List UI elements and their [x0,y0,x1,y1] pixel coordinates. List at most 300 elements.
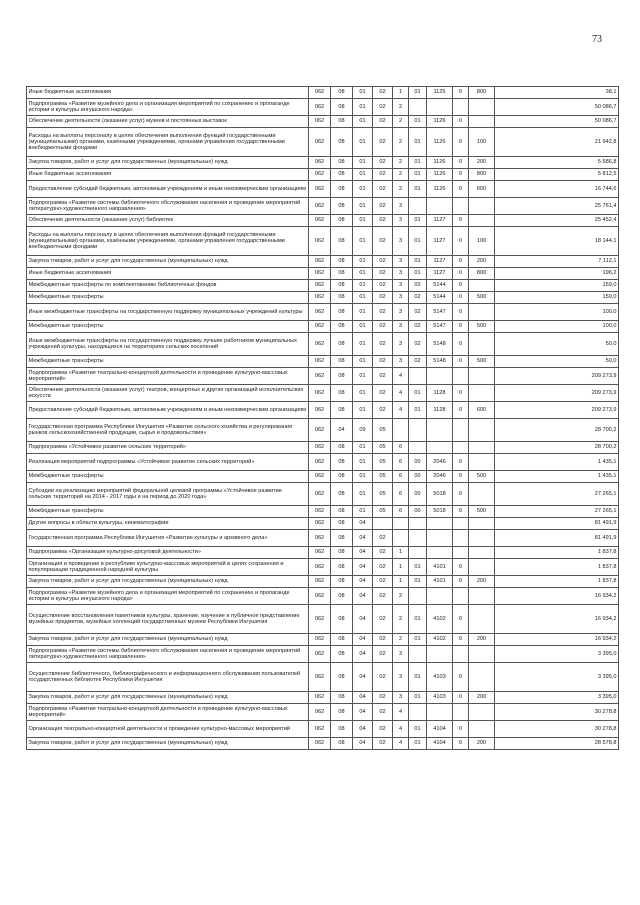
table-row [27,99,619,116]
table-row [27,169,619,181]
row-code: 1126 [427,181,453,198]
row-code: 500 [469,292,495,304]
row-code: 062 [309,157,331,169]
row-code: 02 [373,605,393,634]
row-name: Другие вопросы в области культуры, кинематографии [27,518,309,530]
row-code: 3 [393,646,409,663]
row-amount: 3 395,0 [495,663,619,692]
row-code [469,721,495,738]
row-name: Закупка товаров, работ и услуг для государственных (муниципальных) нужд [27,692,309,704]
row-code: 5148 [427,356,453,368]
row-code: 04 [353,721,373,738]
row-code: 1 [393,559,409,576]
row-code: 0 [453,215,469,227]
row-code: 5148 [427,333,453,356]
row-code: 6 [393,442,409,454]
table-row [27,646,619,663]
row-code: 0 [453,663,469,692]
table-row [27,442,619,454]
row-code: 2 [393,181,409,198]
row-code: 4 [393,721,409,738]
row-code: 062 [309,116,331,128]
row-code [409,530,427,547]
row-code: 0 [453,471,469,483]
budget-table-body [27,87,619,750]
row-code: 02 [373,738,393,750]
row-amount: 16 744,6 [495,181,619,198]
row-code: 500 [469,506,495,518]
row-code: 062 [309,454,331,471]
row-code [409,99,427,116]
row-amount: 7 112,1 [495,256,619,268]
row-code: 00 [409,506,427,518]
row-code: 09 [353,419,373,442]
row-code: 01 [353,506,373,518]
row-code [427,442,453,454]
row-code [427,419,453,442]
row-name: Закупка товаров, работ и услуг для государственных (муниципальных) нужд [27,634,309,646]
row-code: 062 [309,518,331,530]
row-name: Субсидии на реализацию мероприятий федеральной целевой программы «Устойчивое развитие сельских территорий на 2014 - 2017 годы и на период до 2020 года» [27,483,309,506]
row-code: 3 [393,268,409,280]
row-code: 08 [331,559,353,576]
row-code: 08 [331,169,353,181]
row-name: Иные бюджетные ассигнования [27,87,309,99]
row-code: 1125 [427,87,453,99]
row-code: 062 [309,588,331,605]
row-code [469,547,495,559]
row-code [469,605,495,634]
row-amount: 159,0 [495,280,619,292]
row-code [453,368,469,385]
row-code [409,704,427,721]
row-code: 08 [331,605,353,634]
row-code: 08 [331,483,353,506]
row-code: 08 [331,368,353,385]
row-name: Межбюджетные трансферты [27,356,309,368]
row-name: Обеспечение деятельности (оказание услуг) музеев и постоянных выставок [27,116,309,128]
row-code: 062 [309,292,331,304]
row-code [453,547,469,559]
table-row [27,704,619,721]
row-code: 2 [393,99,409,116]
row-code: 0 [453,506,469,518]
row-code: 01 [353,333,373,356]
row-code: 08 [331,442,353,454]
row-code: 200 [469,256,495,268]
row-amount: 1 837,8 [495,559,619,576]
row-code: 08 [331,471,353,483]
row-code: 04 [353,646,373,663]
row-code: 01 [409,663,427,692]
row-code: 02 [373,634,393,646]
row-code: 3 [393,333,409,356]
row-code: 062 [309,402,331,419]
row-code: 02 [373,304,393,321]
row-code [427,198,453,215]
row-amount: 25 452,4 [495,215,619,227]
row-amount: 28 700,2 [495,442,619,454]
row-code: 0 [453,321,469,333]
row-code [409,442,427,454]
row-code: 02 [373,402,393,419]
table-row [27,454,619,471]
row-code: 01 [409,692,427,704]
row-name: Подпрограмма «Развитие театрально-концертной деятельности и проведение культурно-массовых мероприятий» [27,368,309,385]
row-name: Межбюджетные трансферты по комплектованию библиотечных фондов [27,280,309,292]
row-code [453,419,469,442]
row-code: 01 [409,605,427,634]
row-code: 02 [373,99,393,116]
row-code [453,198,469,215]
row-code: 08 [331,704,353,721]
row-code: 062 [309,506,331,518]
row-code: 01 [409,268,427,280]
row-code: 02 [373,321,393,333]
row-code: 2046 [427,454,453,471]
row-code: 5144 [427,292,453,304]
table-row [27,368,619,385]
row-code: 062 [309,530,331,547]
row-code: 2 [393,116,409,128]
row-code: 1127 [427,227,453,256]
row-code [469,333,495,356]
row-code: 01 [409,402,427,419]
row-code: 04 [353,518,373,530]
row-code: 01 [409,634,427,646]
row-code [453,518,469,530]
row-code: 01 [353,442,373,454]
row-code: 0 [453,256,469,268]
row-code: 4103 [427,692,453,704]
row-amount: 27 265,1 [495,483,619,506]
row-code: 01 [409,87,427,99]
row-code [453,646,469,663]
row-name: Осуществление библиотечного, библиографического и информационного обслуживания пользователей государственных библиотек Республики Ингушетия [27,663,309,692]
row-code: 02 [409,356,427,368]
table-row [27,559,619,576]
row-code: 02 [373,128,393,157]
row-code: 02 [373,559,393,576]
row-code: 1127 [427,268,453,280]
row-code: 04 [353,634,373,646]
table-row [27,483,619,506]
table-row [27,663,619,692]
row-code: 05 [373,506,393,518]
row-code [469,198,495,215]
row-name: Расходы на выплаты персоналу в целях обеспечения выполнения функций государственными (муниципальными) органами, казёнными учреждениями, органами управления государственными внебюджетными фондами [27,227,309,256]
row-code: 4 [393,402,409,419]
row-amount: 50 086,7 [495,99,619,116]
row-code: 3 [393,356,409,368]
row-name: Межбюджетные трансферты [27,506,309,518]
row-code: 02 [373,198,393,215]
row-code: 0 [453,634,469,646]
row-code: 4103 [427,663,453,692]
row-code [469,704,495,721]
row-code: 4 [393,738,409,750]
row-code: 062 [309,385,331,402]
row-code: 01 [353,280,373,292]
row-code: 01 [353,116,373,128]
row-amount: 100,0 [495,321,619,333]
row-code: 02 [373,588,393,605]
row-code: 0 [453,692,469,704]
table-row [27,576,619,588]
table-row [27,181,619,198]
table-row [27,157,619,169]
table-row [27,227,619,256]
row-code [427,704,453,721]
row-code: 062 [309,321,331,333]
row-code: 02 [409,321,427,333]
row-code: 08 [331,321,353,333]
row-name: Государственная программа Республики Ингушетия «Развитие сельского хозяйства и регулирования рынков сельскохозяйственной продукции, сырья и продовольствия» [27,419,309,442]
row-code: 08 [331,402,353,419]
row-code [453,588,469,605]
row-amount: 50 086,7 [495,116,619,128]
row-name: Межбюджетные трансферты [27,292,309,304]
table-row [27,530,619,547]
row-code [469,215,495,227]
row-code: 062 [309,576,331,588]
row-amount: 28 700,2 [495,419,619,442]
row-code: 02 [373,663,393,692]
row-code: 08 [331,506,353,518]
row-name: Закупка товаров, работ и услуг для государственных (муниципальных) нужд [27,738,309,750]
row-code: 00 [409,454,427,471]
row-amount: 18 144,1 [495,227,619,256]
row-code: 08 [331,99,353,116]
row-code: 1126 [427,128,453,157]
row-code: 0 [453,576,469,588]
row-code: 4104 [427,738,453,750]
row-code: 2 [393,605,409,634]
row-code [469,483,495,506]
row-code: 01 [353,268,373,280]
row-code: 062 [309,169,331,181]
row-code: 08 [331,227,353,256]
row-code: 01 [353,215,373,227]
row-code: 02 [409,280,427,292]
row-code: 062 [309,704,331,721]
row-code: 01 [353,157,373,169]
row-code: 01 [353,304,373,321]
row-amount: 209 273,9 [495,402,619,419]
row-code: 3 [393,280,409,292]
row-code: 6 [393,506,409,518]
row-code: 2 [393,588,409,605]
table-row [27,280,619,292]
row-code: 08 [331,198,353,215]
table-row [27,547,619,559]
row-code: 3 [393,692,409,704]
row-name: Государственная программа Республики Ингушетия «Развитие культуры и архивного дела» [27,530,309,547]
row-code: 0 [453,721,469,738]
row-code: 062 [309,99,331,116]
row-code: 02 [373,530,393,547]
row-code: 100 [469,128,495,157]
row-name: Реализация мероприятий подпрограммы «Устойчивое развитие сельских территорий» [27,454,309,471]
row-code: 0 [453,385,469,402]
row-code: 04 [353,559,373,576]
row-code: 0 [453,280,469,292]
row-code: 05 [373,454,393,471]
row-code: 200 [469,738,495,750]
row-code: 01 [353,321,373,333]
row-code: 04 [353,530,373,547]
row-code: 05 [373,419,393,442]
row-code: 062 [309,356,331,368]
row-code [469,559,495,576]
row-code: 062 [309,181,331,198]
row-code [469,304,495,321]
row-amount: 100,0 [495,304,619,321]
row-code: 2 [393,128,409,157]
table-row [27,738,619,750]
row-code: 01 [353,454,373,471]
row-code: 3 [393,256,409,268]
row-code [469,442,495,454]
row-code: 0 [453,181,469,198]
row-code [469,419,495,442]
row-code: 04 [353,588,373,605]
row-code: 5147 [427,304,453,321]
table-row [27,402,619,419]
row-code [453,530,469,547]
row-amount: 159,0 [495,292,619,304]
table-row [27,471,619,483]
row-code: 3 [393,198,409,215]
row-code: 04 [353,663,373,692]
row-code: 4 [393,704,409,721]
row-name: Подпрограмма «Развитие музейного дела и организация мероприятий по сохранению и пропаганде истории и культуры ингушского народа» [27,99,309,116]
row-code: 0 [453,116,469,128]
row-code: 0 [453,605,469,634]
row-code: 04 [331,419,353,442]
row-code: 08 [331,588,353,605]
row-code: 02 [409,292,427,304]
row-code: 1128 [427,385,453,402]
row-code: 3 [393,321,409,333]
row-code: 08 [331,116,353,128]
row-code [409,518,427,530]
row-code: 02 [409,304,427,321]
row-code: 02 [373,333,393,356]
row-code: 062 [309,634,331,646]
row-code: 200 [469,157,495,169]
row-code: 08 [331,181,353,198]
row-code: 01 [409,576,427,588]
row-code: 0 [453,738,469,750]
row-code [409,198,427,215]
row-code: 062 [309,663,331,692]
row-code: 08 [331,87,353,99]
row-amount: 5 812,5 [495,169,619,181]
row-code: 08 [331,721,353,738]
row-name: Предоставление субсидий бюджетным, автономным учреждениям и иным некоммерческим организациям [27,402,309,419]
row-code [469,588,495,605]
row-code: 04 [353,547,373,559]
row-code: 04 [353,576,373,588]
row-code: 2046 [427,471,453,483]
row-code: 02 [373,292,393,304]
table-row [27,634,619,646]
table-row [27,588,619,605]
table-row [27,605,619,634]
row-code: 02 [373,368,393,385]
row-amount: 38,1 [495,87,619,99]
row-code: 02 [373,169,393,181]
row-code [453,704,469,721]
row-code: 01 [409,181,427,198]
row-amount: 27 265,1 [495,506,619,518]
row-code: 01 [409,721,427,738]
row-code: 600 [469,402,495,419]
row-code [469,530,495,547]
row-amount: 16 934,2 [495,588,619,605]
table-row [27,506,619,518]
row-code: 200 [469,634,495,646]
row-code: 1127 [427,215,453,227]
row-code: 100 [469,227,495,256]
row-code: 01 [353,128,373,157]
row-code: 1 [393,547,409,559]
table-row [27,419,619,442]
row-name: Расходы на выплаты персоналу в целях обеспечения выполнения функций государственными (муниципальными) органами, казёнными учреждениями, органами управления государственными внебюджетными фондами [27,128,309,157]
row-code [373,518,393,530]
row-code [469,663,495,692]
table-row [27,721,619,738]
row-code: 062 [309,646,331,663]
row-code: 01 [409,169,427,181]
row-code: 08 [331,215,353,227]
row-code: 1 [393,87,409,99]
row-code: 4 [393,368,409,385]
row-code: 4102 [427,634,453,646]
row-code: 500 [469,321,495,333]
row-code: 01 [409,116,427,128]
row-code [427,646,453,663]
row-code [393,530,409,547]
row-code: 2 [393,634,409,646]
row-code: 02 [373,256,393,268]
row-code: 5018 [427,483,453,506]
row-name: Иные межбюджетные трансферты на государственную поддержку лучших работников муниципальных учреждений культуры, находящихся на территориях сельских поселений [27,333,309,356]
row-code: 500 [469,471,495,483]
row-code [469,99,495,116]
row-amount: 209 273,9 [495,385,619,402]
row-code: 01 [353,356,373,368]
row-code: 062 [309,483,331,506]
row-code: 01 [409,738,427,750]
row-amount: 196,2 [495,268,619,280]
row-amount: 5 586,8 [495,157,619,169]
row-code: 062 [309,280,331,292]
row-code: 01 [409,157,427,169]
row-code: 0 [453,128,469,157]
row-code: 04 [353,738,373,750]
row-code: 08 [331,518,353,530]
row-code: 062 [309,87,331,99]
row-code: 08 [331,576,353,588]
row-code: 01 [353,256,373,268]
row-amount: 3 395,0 [495,646,619,663]
row-code: 08 [331,385,353,402]
row-code [453,442,469,454]
row-code: 4104 [427,721,453,738]
row-name: Иные бюджетные ассигнования [27,268,309,280]
